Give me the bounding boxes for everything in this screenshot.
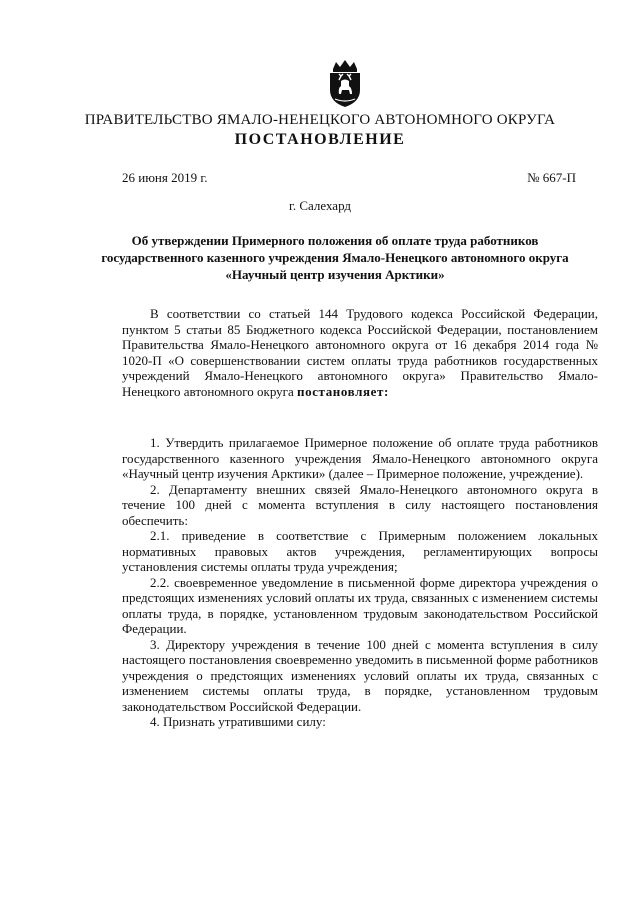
list-item: 2. Департаменту внешних связей Ямало-Ненецкого автономного округа в течение 100 дней с момента вступления в силу настоящего постановления обеспечить: [122, 481, 598, 528]
intro-verb: постановляет: [297, 383, 389, 399]
government-title: ПРАВИТЕЛЬСТВО ЯМАЛО-НЕНЕЦКОГО АВТОНОМНОГО ОКРУГА [84, 112, 556, 128]
items-list [122, 435, 598, 730]
intro-text: В соответствии со статьей 144 Трудового кодекса Российской Федерации, пунктом 5 статьи 85 Бюджетного кодекса Российской Федерации, постановлением Правительства Ямало-Ненецкого автономного округа от 16 декабря 2014 года № 1020-П «О совершенствовании систем оплаты труда работников государственных учреждений Ямало-Ненецкого автономного округа» Правительство Ямало-Ненецкого автономного округа [122, 306, 598, 399]
document-city: г. Салехард [288, 198, 352, 213]
document-number: № 667-П [527, 170, 576, 185]
intro-paragraph [122, 306, 598, 399]
document-date: 26 июня 2019 г. [122, 170, 208, 185]
list-item: 4. Признать утратившими силу: [150, 714, 326, 729]
list-item: 3. Директору учреждения в течение 100 дней с момента вступления в силу настоящего постановления своевременно уведомить в письменной форме работников учреждения о предстоящих изменениях условий оплаты их труда, связанных с изменением системы оплаты труда, в порядке, установленном трудовым законодательством Российской Федерации. [122, 636, 598, 714]
list-item: 1. Утвердить прилагаемое Примерное положение об оплате труда работников государственного казенного учреждения Ямало-Ненецкого автономного округа «Научный центр изучения Арктики» (далее – Примерное положение, учреждение). [122, 435, 598, 481]
coat-of-arms-emblem [324, 60, 366, 108]
document-heading: Об утверждении Примерного положения об оплате труда работников государственного казенного учреждения Ямало-Ненецкого автономного округа «Научный центр изучения Арктики» [101, 233, 569, 282]
list-item: 2.2. своевременное уведомление в письменной форме директора учреждения о предстоящих изменениях условий оплаты их труда, связанных с изменением системы оплаты труда, в порядке, установленном трудовым законодательством Российской Федерации. [122, 574, 598, 636]
document-type: ПОСТАНОВЛЕНИЕ [234, 131, 406, 148]
list-item: 2.1. приведение в соответствие с Примерным положением локальных нормативных правовых актов учреждения, регламентирующих вопросы установления системы оплаты труда учреждения; [122, 528, 598, 574]
